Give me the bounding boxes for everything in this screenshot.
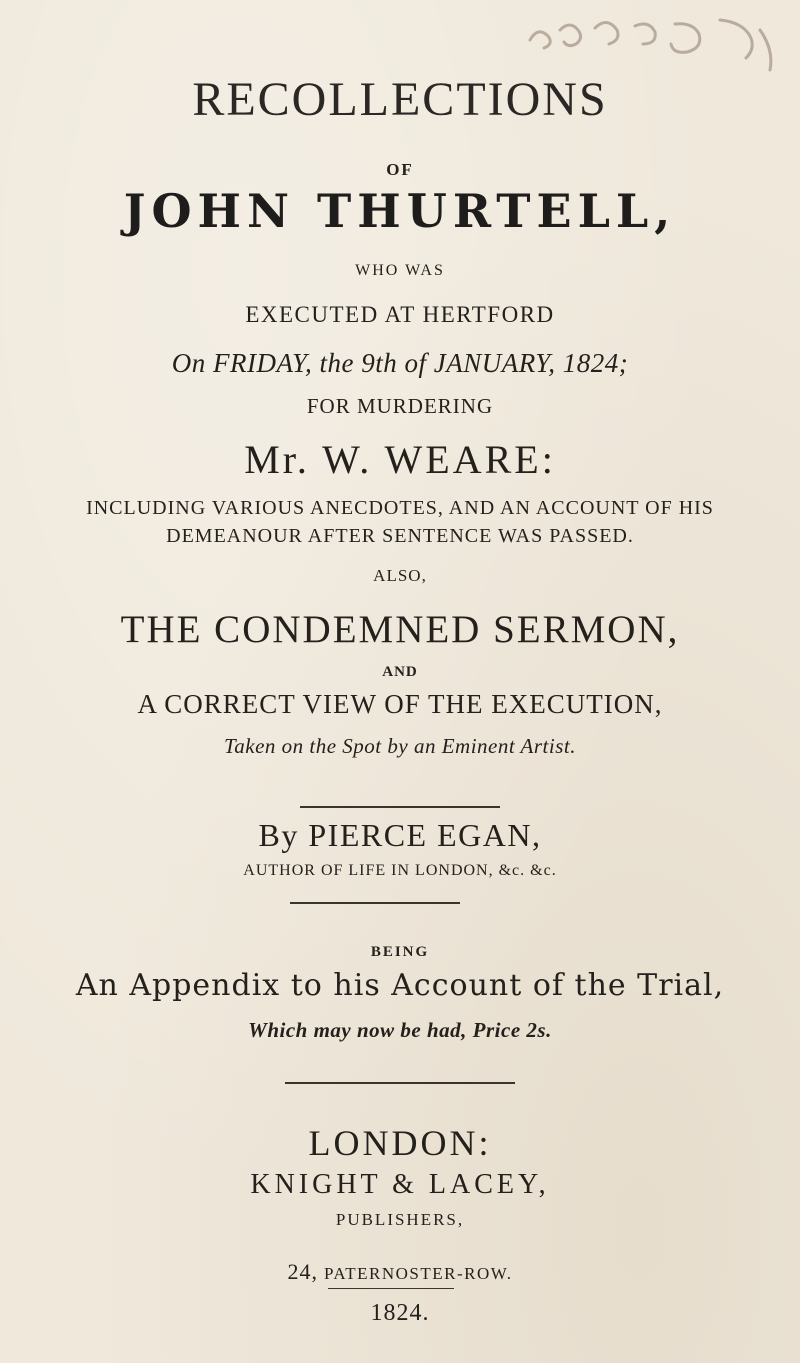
correct-view-line: A CORRECT VIEW OF THE EXECUTION,: [137, 689, 663, 719]
publisher-names: KNIGHT & LACEY,: [250, 1169, 550, 1200]
subject-name: JOHN THURTELL,: [123, 184, 677, 238]
publisher-address: [0, 1259, 800, 1285]
crime-line: FOR MURDERING: [306, 394, 494, 418]
book-title: RECOLLECTIONS: [192, 73, 608, 126]
including-line-1: INCLUDING VARIOUS ANECDOTES, AND AN ACCOUNT OF HIS: [86, 497, 714, 519]
imprint-city: LONDON:: [308, 1123, 492, 1163]
who-was-label: WHO WAS: [355, 262, 445, 279]
execution-date-line: On FRIDAY, the 9th of JANUARY, 1824;: [171, 348, 629, 378]
including-line-2: DEMEANOUR AFTER SENTENCE WAS PASSED.: [166, 525, 634, 547]
publishers-label: PUBLISHERS,: [335, 1210, 465, 1229]
of-label: OF: [386, 160, 414, 179]
address-street: PATERNOSTER-ROW.: [323, 1264, 513, 1283]
address-number: 24,: [287, 1259, 318, 1284]
divider-rule-2: [290, 902, 460, 904]
appendix-line: An Appendix to his Account of the Trial,: [75, 968, 725, 1003]
divider-rule-4: [328, 1288, 454, 1289]
executed-at-line: EXECUTED AT HERTFORD: [245, 302, 555, 327]
which-may-line: Which may now be had, Price 2s.: [248, 1018, 552, 1042]
divider-rule-3: [285, 1082, 515, 1084]
victim-name: Mr. W. WEARE:: [244, 437, 556, 482]
divider-rule-1: [300, 806, 500, 808]
also-label: ALSO,: [373, 566, 427, 585]
and-label: AND: [382, 664, 418, 680]
being-label: BEING: [370, 944, 430, 960]
publication-year: 1824.: [370, 1300, 430, 1326]
sermon-title: THE CONDEMNED SERMON,: [120, 608, 680, 651]
author-of-line: AUTHOR OF LIFE IN LONDON, &c. &c.: [243, 862, 557, 879]
byline: By PIERCE EGAN,: [258, 817, 542, 853]
taken-on-spot-line: Taken on the Spot by an Eminent Artist.: [224, 734, 576, 758]
